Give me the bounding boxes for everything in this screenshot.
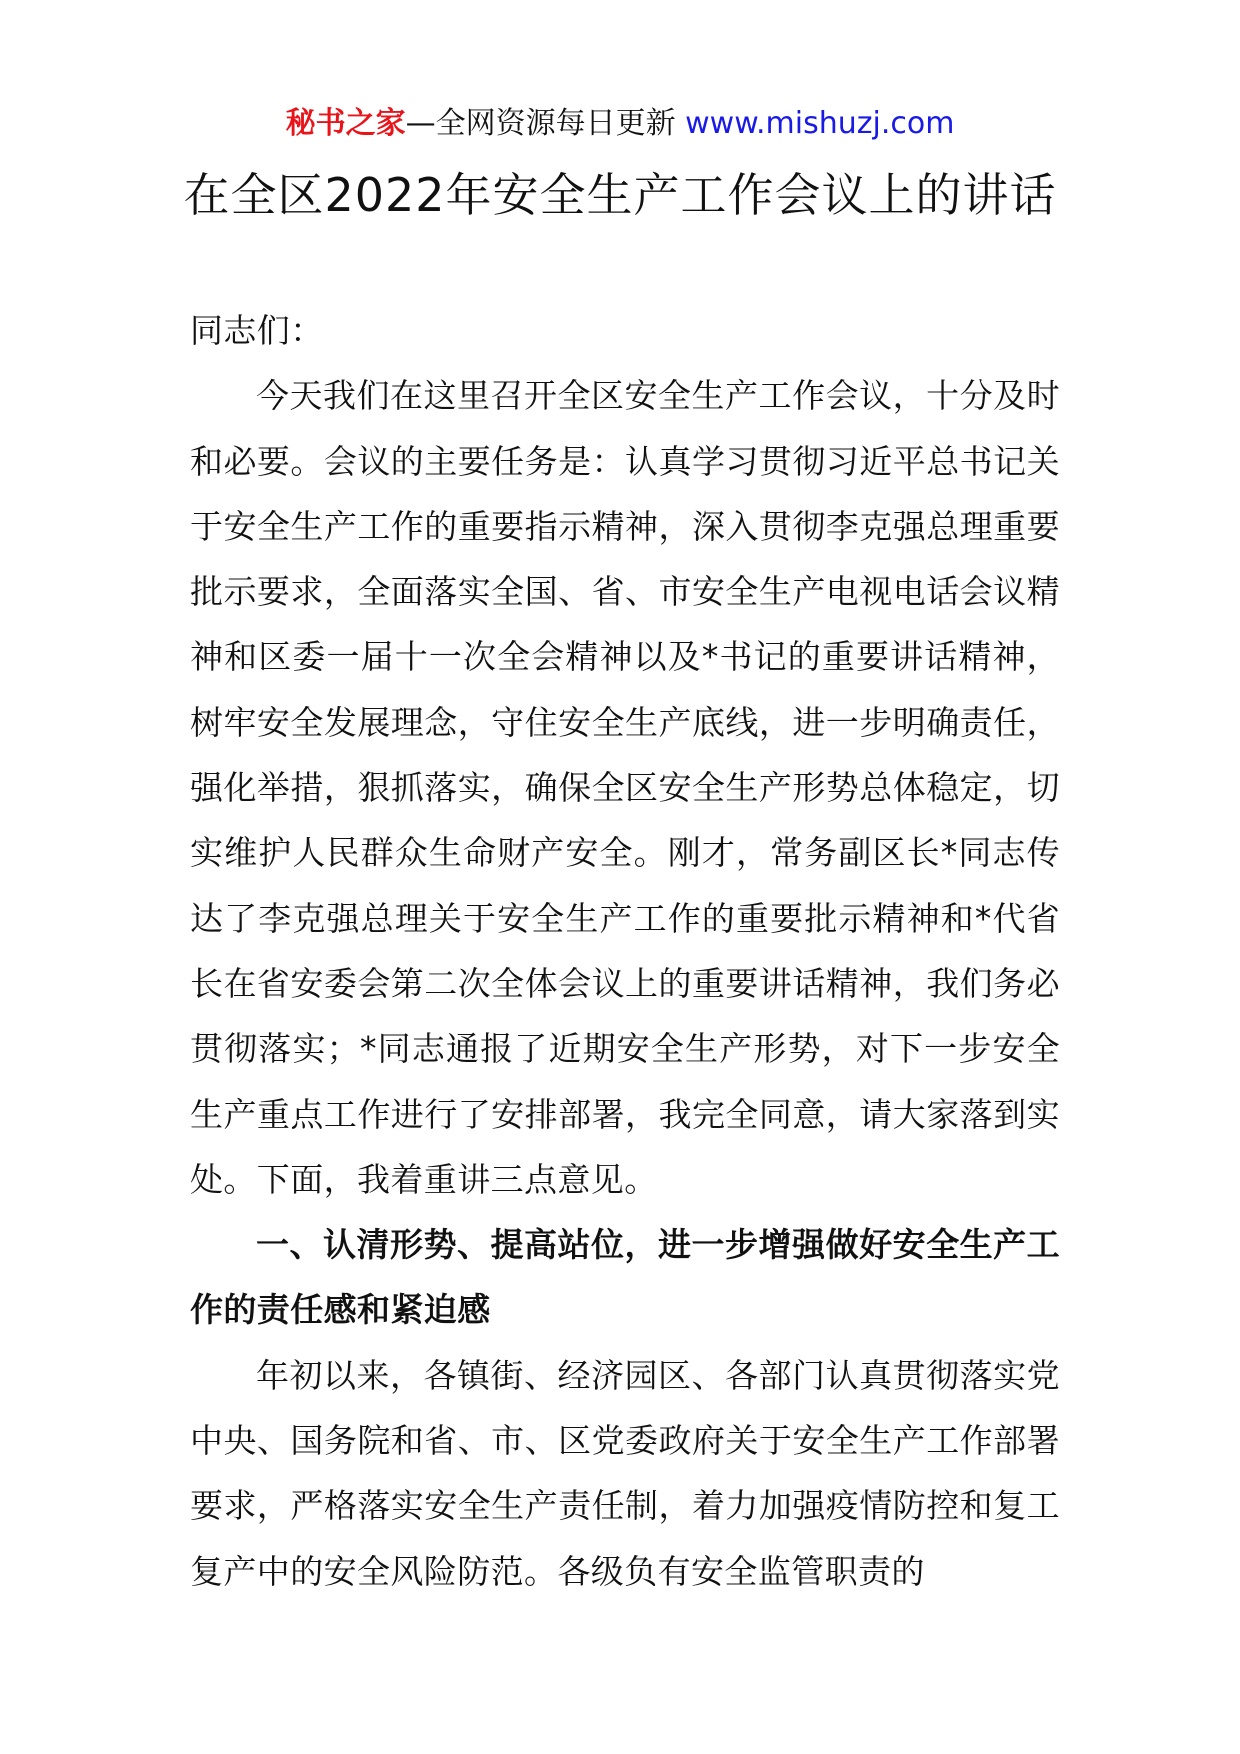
site-url-link[interactable]: www.mishuzj.com bbox=[685, 106, 955, 141]
salutation: 同志们： bbox=[190, 311, 324, 350]
site-brand: 秘书之家 bbox=[285, 106, 406, 141]
site-tagline: —全网资源每日更新 bbox=[405, 106, 676, 141]
site-header bbox=[0, 104, 1240, 144]
body-paragraph: 今天我们在这里召开全区安全生产工作会议，十分及时和必要。会议的主要任务是：认真学习贯彻习近平总书记关于安全生产工作的重要指示精神，深入贯彻李克强总理重要批示要求，全面落实全国、省、市安全生产电视电话会议精神和区委一届十一次全会精神以及*书记的重要讲话精神，树牢安全发展理念，守住安全生产底线，进一步明确责任，强化举措，狠抓落实，确保全区安全生产形势总体稳定，切实维护人民群众生命财产安全。刚才，常务副区长*同志传达了李克强总理关于安全生产工作的重要批示精神和*代省长在省安委会第二次全体会议上的重要讲话精神，我们务必贯彻落实；*同志通报了近期安全生产形势，对下一步安全生产重点工作进行了安排部署，我完全同意，请大家落到实处。下面，我着重讲三点意见。 bbox=[190, 376, 1060, 1199]
document-body bbox=[190, 298, 1060, 1604]
section-paragraph: 年初以来，各镇街、经济园区、各部门认真贯彻落实党中央、国务院和省、市、区党委政府关于安全生产工作部署要求，严格落实安全生产责任制，着力加强疫情防控和复工复产中的安全风险防范。各级负有安全监管职责的 bbox=[190, 1355, 1060, 1591]
document-title: 在全区2022年安全生产工作会议上的讲话 bbox=[183, 168, 1057, 222]
section-heading: 一、认清形势、提高站位，进一步增强做好安全生产工作的责任感和紧迫感 bbox=[190, 1225, 1060, 1330]
